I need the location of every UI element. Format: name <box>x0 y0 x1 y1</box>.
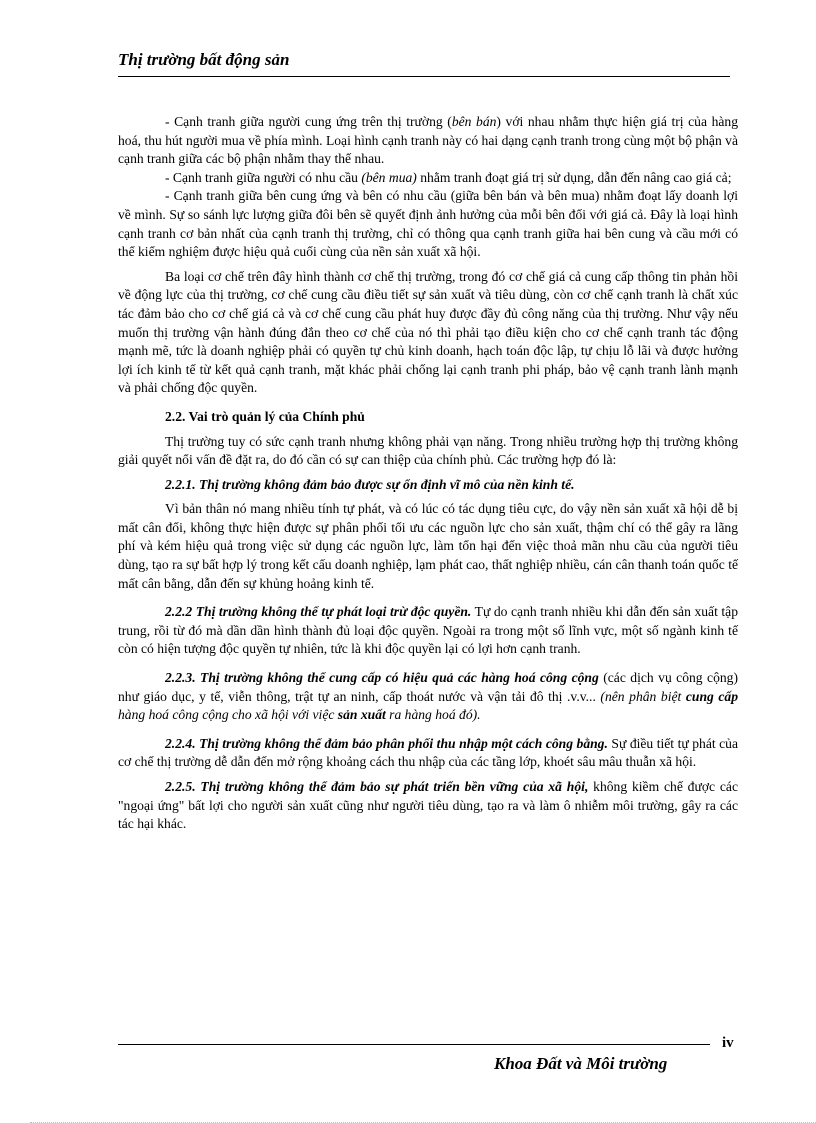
paragraph-seller-competition: - Cạnh tranh giữa người cung ứng trên thị trường (bên bán) với nhau nhằm thực hiện giá trị của hàng hoá, thu hút người mua về phía mình. Loại hình cạnh tranh này có hai dạng cạnh tranh trong cùng một bộ phận và cạnh tranh giữa các bộ phận nhằm thay thế nhau. <box>118 114 738 167</box>
paragraph-market-mechanism: Ba loại cơ chế trên đây hình thành cơ chế thị trường, trong đó cơ chế giá cả cung cấp thông tin phản hồi về động lực của thị trường, cơ chế cung cầu điều tiết sự sản xuất và tiêu dùng, còn cơ chế cạnh tranh là chất xúc tác đảm bảo cho cơ chế giá cả và cơ chế cung cầu phát huy được đầy đủ công năng của thị trường. Như vậy nếu muốn thị trường vận hành đúng đắn theo cơ chế của nó thì phải tạo điều kiện cho cơ chế cạnh tranh tác động mạnh mẽ, tức là doanh nghiệp phải có quyền tự chủ kinh doanh, hạch toán độc lập, tự chịu lỗ lãi và được hưởng lợi ích kinh tế từ kết quả cạnh tranh, mặt khác phải chống lại cạnh tranh phi pháp, bảo vệ cạnh tranh lành mạnh và phải chống độc quyền. <box>118 268 738 396</box>
page-body <box>118 113 738 834</box>
paragraph-buyer-competition: - Cạnh tranh giữa người có nhu cầu (bên mua) nhằm tranh đoạt giá trị sử dụng, dẫn đến nâng cao giá cả; <box>165 169 732 185</box>
header-rule <box>118 76 730 77</box>
subheading-2-2-1: 2.2.1. Thị trường không đảm bảo được sự ổn định vĩ mô của nền kinh tế. <box>165 476 575 492</box>
footer-rule <box>118 1044 710 1045</box>
page-number: iv <box>722 1035 734 1051</box>
paragraph-supply-demand-competition: - Cạnh tranh giữa bên cung ứng và bên có nhu cầu (giữa bên bán và bên mua) nhằm đoạt lấy doanh lợi về mình. Sự so sánh lực lượng giữa đôi bên sẽ quyết định ảnh hưởng của mỗi bên đối với giá cả. Đây là loại hình cạnh tranh cơ bản nhất của cạnh tranh thị trường, chỉ có thông qua cạnh tranh giữa hai bên cung và cầu mới có thể kiểm nghiệm được hiệu quả cuối cùng của nền sản xuất xã hội. <box>118 188 738 260</box>
paragraph-macro-stability: Vì bản thân nó mang nhiều tính tự phát, và có lúc có tác dụng tiêu cực, do vậy nền sản xuất xã hội dễ bị mất cân đối, không thực hiện được sự phân phối tối ưu các nguồn lực cho sản xuất, thậm chí có thể gây ra lãng phí và kém hiệu quả trong việc sử dụng các nguồn lực, làm tổn hại đến việc thoả mãn nhu cầu của người tiêu dùng, tạo ra sự bất hợp lý trong kết cấu doanh nghiệp, lạm phát cao, thất nghiệp nhiều, cán cân thanh toán quốc tế mất cân bằng, dẫn đến sự khủng hoảng kinh tế. <box>118 501 738 591</box>
paragraph-2-2-3: 2.2.3. Thị trường không thể cung cấp có hiệu quả các hàng hoá công cộng (các dịch vụ công cộng) như giáo dục, y tế, viễn thông, trật tự an ninh, cấp thoát nước và vận tải đô thị .v.v... (nên phân biệt cung cấp hàng hoá công cộng cho xã hội với việc sản xuất ra hàng hoá đó). <box>118 670 739 723</box>
paragraph-government-intro: Thị trường tuy có sức cạnh tranh nhưng không phải vạn năng. Trong nhiều trường hợp thị trường không giải quyết nổi vấn đề đặt ra, do đó cần có sự can thiệp của chính phủ. Các trường hợp đó là: <box>118 433 738 468</box>
footer-faculty: Khoa Đất và Môi trường <box>494 1054 668 1073</box>
running-header-title: Thị trường bất động sản <box>118 50 290 69</box>
paragraph-2-2-2: 2.2.2 Thị trường không thể tự phát loại trừ độc quyền. Tự do cạnh tranh nhiều khi dẫn đến sản xuất tập trung, rồi từ đó mà dần dần hình thành đủ loại độc quyền. Ngoài ra trong một số lĩnh vực, một số ngành kinh tế còn có hiện tượng độc quyền tự nhiên, tức là khi độc quyền lại có lợi hơn cạnh tranh. <box>118 604 739 657</box>
section-heading-2-2: 2.2. Vai trò quản lý của Chính phủ <box>165 408 365 424</box>
paragraph-2-2-4: 2.2.4. Thị trường không thể đảm bảo phân phối thu nhập một cách công bằng. Sự điều tiết tự phát của cơ chế thị trường dễ dẫn đến mở rộng khoảng cách thu nhập của các tầng lớp, khoét sâu mâu thuẫn xã hội. <box>118 735 738 770</box>
paragraph-2-2-5: 2.2.5. Thị trường không thể đảm bảo sự phát triển bền vững của xã hội, không kiềm chế được các "ngoại ứng" bất lợi cho người sản xuất cũng như người tiêu dùng, tạo ra và làm ô nhiễm môi trường, gây ra các tác hại khác. <box>118 779 738 832</box>
